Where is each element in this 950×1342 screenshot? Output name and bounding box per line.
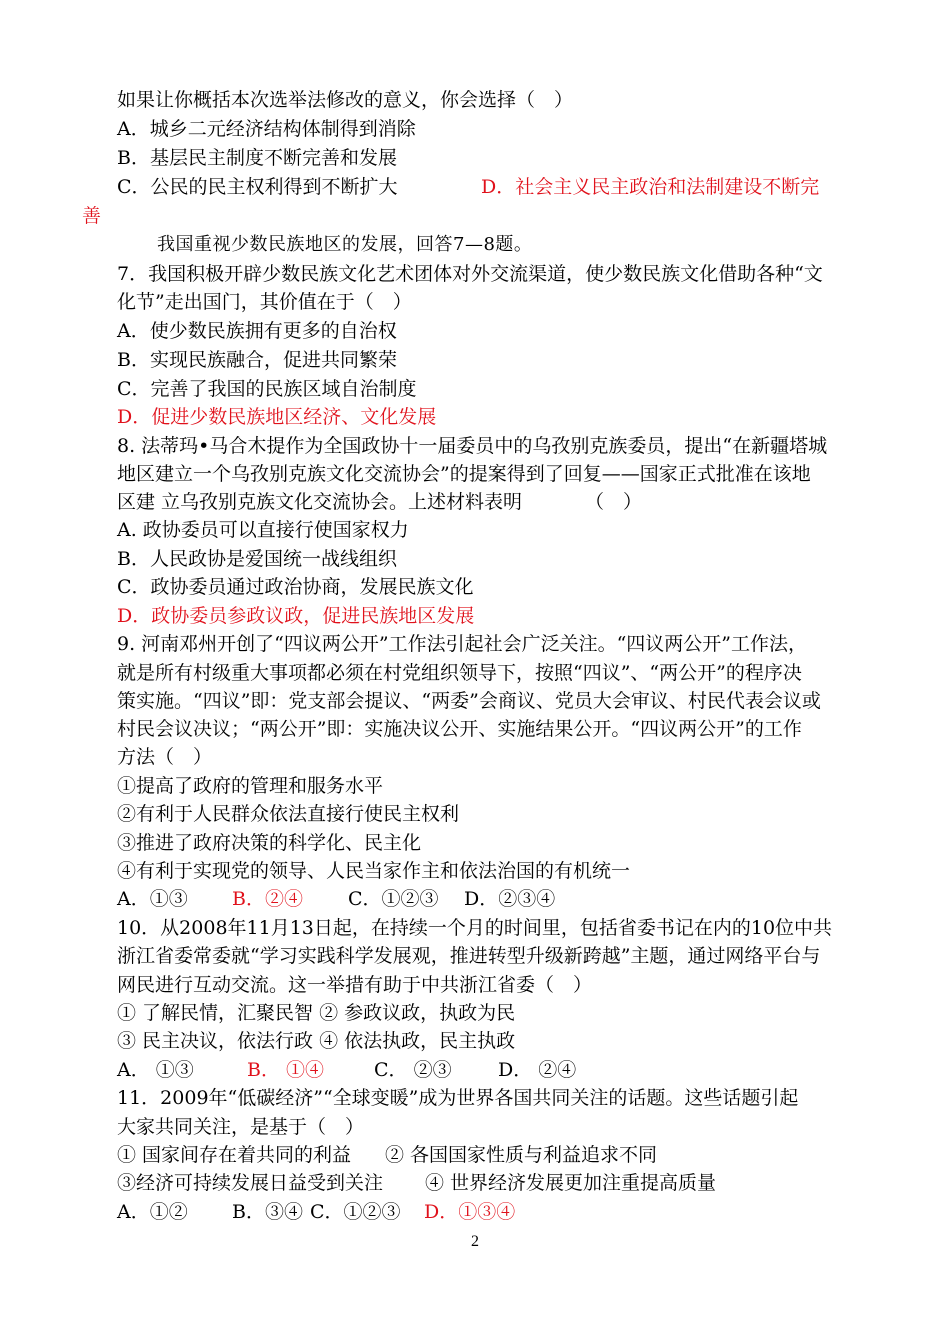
q10-choice-a: A． ①③ xyxy=(117,1059,194,1081)
q6-option-d-answer: D．社会主义民主政治和法制建设不断完 xyxy=(481,176,820,198)
page-number: 2 xyxy=(471,1233,479,1250)
q8-option-d-answer: D．政协委员参政议政，促进民族地区发展 xyxy=(117,605,475,627)
q9-stem-line5: 方法（ ） xyxy=(117,746,213,768)
q9-choice-b-answer: B．②④ xyxy=(232,888,303,910)
q10-items-1-2: ① 了解民情，汇聚民智 ② 参政议政，执政为民 xyxy=(117,1002,516,1024)
q11-choice-b: B．③④ xyxy=(232,1201,303,1223)
q10-choice-c: C． ②③ xyxy=(374,1059,452,1081)
q9-item-3: ③推进了政府决策的科学化、民主化 xyxy=(117,832,422,854)
q7-stem-line1: 7．我国积极开辟少数民族文化艺术团体对外交流渠道，使少数民族文化借助各种“文 xyxy=(117,263,823,285)
q11-choice-a: A．①② xyxy=(117,1201,188,1223)
q7-option-b: B．实现民族融合，促进共同繁荣 xyxy=(117,349,397,371)
q6-option-a: A．城乡二元经济结构体制得到消除 xyxy=(117,118,416,140)
q8-stem-line1: 8. 法蒂玛•马合木提作为全国政协十一届委员中的乌孜别克族委员，提出“在新疆塔城 xyxy=(117,435,828,457)
q6-option-c: C．公民的民主权利得到不断扩大 xyxy=(117,176,398,198)
q10-items-3-4: ③ 民主决议，依法行政 ④ 依法执政，民主执政 xyxy=(117,1030,516,1052)
q7-stem-line2: 化节”走出国门，其价值在于（ ） xyxy=(117,291,412,313)
section-intro: 我国重视少数民族地区的发展，回答7—8题。 xyxy=(157,234,533,255)
q9-item-1: ①提高了政府的管理和服务水平 xyxy=(117,775,384,797)
q7-option-a: A．使少数民族拥有更多的自治权 xyxy=(117,320,397,342)
q9-choice-d: D．②③④ xyxy=(464,888,556,910)
q9-choice-c: C．①②③ xyxy=(348,888,439,910)
q7-option-d-answer: D．促进少数民族地区经济、文化发展 xyxy=(117,406,437,428)
q8-option-c: C．政协委员通过政治协商，发展民族文化 xyxy=(117,576,474,598)
q8-answer-blank: （ ） xyxy=(585,491,643,513)
q9-item-2: ②有利于人民群众依法直接行使民主权利 xyxy=(117,803,460,825)
q11-item-1: ① 国家间存在着共同的利益 xyxy=(117,1144,352,1166)
q10-stem-line3: 网民进行互动交流。这一举措有助于中共浙江省委（ ） xyxy=(117,974,593,996)
q10-stem-line1: 10．从2008年11月13日起，在持续一个月的时间里，包括省委书记在内的10位中共 xyxy=(117,917,833,939)
q11-item-2: ② 各国国家性质与利益追求不同 xyxy=(385,1144,658,1166)
q6-stem: 如果让你概括本次选举法修改的意义，你会选择（ ） xyxy=(117,89,574,111)
q9-item-4: ④有利于实现党的领导、人民当家作主和依法治国的有机统一 xyxy=(117,860,631,882)
q9-stem-line4: 村民会议决议；“两公开”即：实施决议公开、实施结果公开。“四议两公开”的工作 xyxy=(117,718,802,740)
q6-option-d-answer-cont: 善 xyxy=(82,205,102,227)
q9-choice-a: A．①③ xyxy=(117,888,188,910)
q10-choice-b-answer: B． ①④ xyxy=(247,1059,325,1081)
q11-item-4: ④ 世界经济发展更加注重提高质量 xyxy=(425,1172,717,1194)
q11-choice-c: C．①②③ xyxy=(310,1201,401,1223)
q8-stem-line3: 区建 立乌孜别克族文化交流协会。上述材料表明 xyxy=(117,491,523,513)
q9-stem-line2: 就是所有村级重大事项都必须在村党组织领导下，按照“四议”、“两公开”的程序决 xyxy=(117,662,802,684)
q11-item-3: ③经济可持续发展日益受到关注 xyxy=(117,1172,384,1194)
q11-stem-line2: 大家共同关注，是基于（ ） xyxy=(117,1116,365,1138)
q6-option-b: B．基层民主制度不断完善和发展 xyxy=(117,147,397,169)
q11-stem-line1: 11．2009年“低碳经济”“全球变暖”成为世界各国共同关注的话题。这些话题引起 xyxy=(117,1087,799,1109)
q8-option-a: A. 政协委员可以直接行使国家权力 xyxy=(117,519,409,541)
q8-option-b: B．人民政协是爱国统一战线组织 xyxy=(117,548,397,570)
q7-option-c: C．完善了我国的民族区域自治制度 xyxy=(117,378,417,400)
q10-choice-d: D． ②④ xyxy=(498,1059,577,1081)
q9-stem-line1: 9. 河南邓州开创了“四议两公开”工作法引起社会广泛关注。“四议两公开”工作法， xyxy=(117,633,808,655)
q10-stem-line2: 浙江省委常委就“学习实践科学发展观，推进转型升级新跨越”主题，通过网络平台与 xyxy=(117,945,821,967)
q8-stem-line2: 地区建立一个乌孜别克族文化交流协会”的提案得到了回复——国家正式批准在该地 xyxy=(117,463,811,485)
q11-choice-d-answer: D．①③④ xyxy=(424,1201,516,1223)
q9-stem-line3: 策实施。“四议”即：党支部会提议、“两委”会商议、党员大会审议、村民代表会议或 xyxy=(117,690,821,712)
